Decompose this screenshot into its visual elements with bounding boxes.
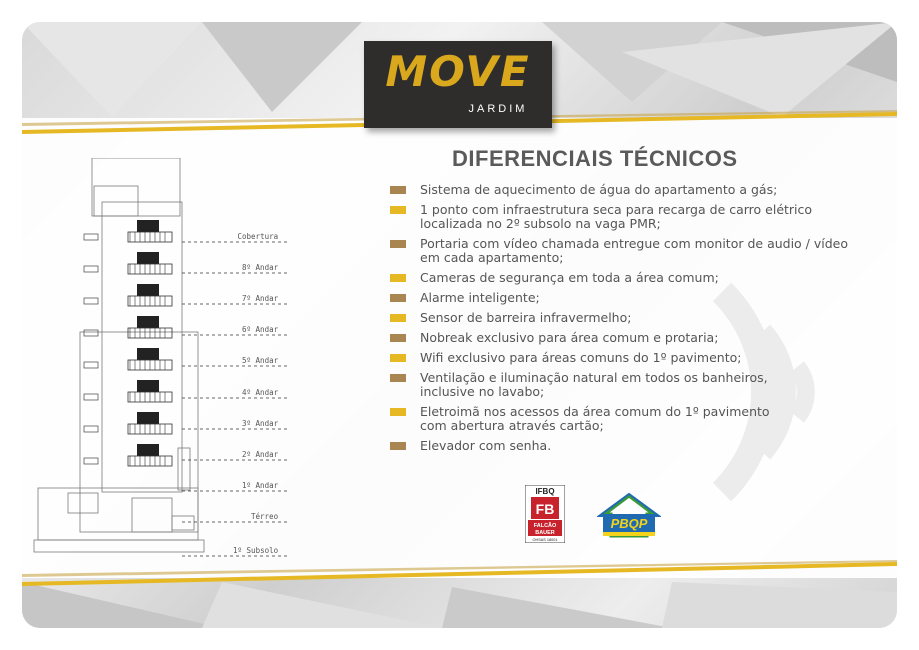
feature-item	[390, 439, 860, 453]
feature-text: localizada no 2º subsolo na vaga PMR;	[420, 216, 661, 231]
pbqp-logo	[597, 492, 661, 540]
gold-stripe-bottom	[22, 560, 897, 586]
feature-item	[390, 311, 860, 325]
feature-text: Wifi exclusivo para áreas comuns do 1º pavimento;	[420, 350, 742, 365]
feature-text: 1 ponto com infraestrutura seca para recarga de carro elétrico	[420, 202, 813, 217]
feature-item	[390, 351, 860, 365]
section-title: DIFERENCIAIS TÉCNICOS	[452, 146, 738, 171]
feature-text: Nobreak exclusivo para área comum e protaria;	[420, 330, 719, 345]
feature-text: inclusive no lavabo;	[420, 384, 545, 399]
feature-item	[390, 291, 860, 305]
floor-label: 3º Andar	[242, 419, 279, 428]
bullet-marker	[390, 354, 406, 362]
svg-text:FALCÃO: FALCÃO	[533, 523, 557, 529]
floor-label: 5º Andar	[242, 356, 279, 365]
floor-label: 4º Andar	[242, 388, 279, 397]
bullet-marker	[390, 206, 406, 214]
logo-wordmark: MOVE	[385, 47, 531, 96]
feature-item	[390, 331, 860, 345]
feature-text: Cameras de segurança em toda a área comum;	[420, 270, 719, 285]
bullet-marker	[390, 374, 406, 382]
feature-text: Sistema de aquecimento de água do apartamento a gás;	[420, 182, 778, 197]
floor-label: 8º Andar	[242, 263, 279, 272]
svg-text:OHSAS 18001: OHSAS 18001	[532, 538, 558, 542]
svg-text:PBQP: PBQP	[610, 516, 648, 531]
brand-logo	[364, 41, 552, 128]
bullet-marker	[390, 442, 406, 450]
feature-item	[390, 183, 860, 197]
bullet-marker	[390, 186, 406, 194]
feature-item	[390, 203, 860, 231]
features-list	[390, 183, 860, 459]
floor-label: 2º Andar	[242, 450, 279, 459]
feature-text: Eletroimã nos acessos da área comum do 1º pavimento	[420, 404, 770, 419]
bullet-marker	[390, 294, 406, 302]
logo-subtitle: JARDIM	[468, 103, 528, 115]
feature-text: Elevador com senha.	[420, 438, 552, 453]
feature-item	[390, 237, 860, 265]
bullet-marker	[390, 274, 406, 282]
floor-label: 1º Andar	[242, 481, 279, 490]
brochure-card	[22, 22, 897, 628]
bullet-marker	[390, 408, 406, 416]
floor-label: 6º Andar	[242, 325, 279, 334]
feature-item	[390, 371, 860, 399]
feature-text: Ventilação e iluminação natural em todos os banheiros,	[420, 370, 768, 385]
feature-text: Sensor de barreira infravermelho;	[420, 310, 632, 325]
svg-text:IFBQ: IFBQ	[535, 487, 555, 496]
feature-text: Alarme inteligente;	[420, 290, 540, 305]
floor-label: Cobertura	[237, 232, 279, 241]
svg-text:FB: FB	[535, 501, 555, 517]
feature-item	[390, 405, 860, 433]
floor-label: 7º Andar	[242, 294, 279, 303]
floor-label: Térreo	[251, 512, 279, 521]
bullet-marker	[390, 334, 406, 342]
feature-text: em cada apartamento;	[420, 250, 564, 265]
building-elevation	[32, 158, 292, 562]
floor-label: 1º Subsolo	[233, 546, 279, 555]
feature-text: com abertura através cartão;	[420, 418, 604, 433]
ifbq-falcao-bauer-seal	[525, 485, 565, 543]
feature-item	[390, 271, 860, 285]
feature-text: Portaria com vídeo chamada entregue com monitor de audio / vídeo	[420, 236, 849, 251]
bullet-marker	[390, 314, 406, 322]
svg-text:BAUER: BAUER	[535, 530, 555, 536]
bullet-marker	[390, 240, 406, 248]
